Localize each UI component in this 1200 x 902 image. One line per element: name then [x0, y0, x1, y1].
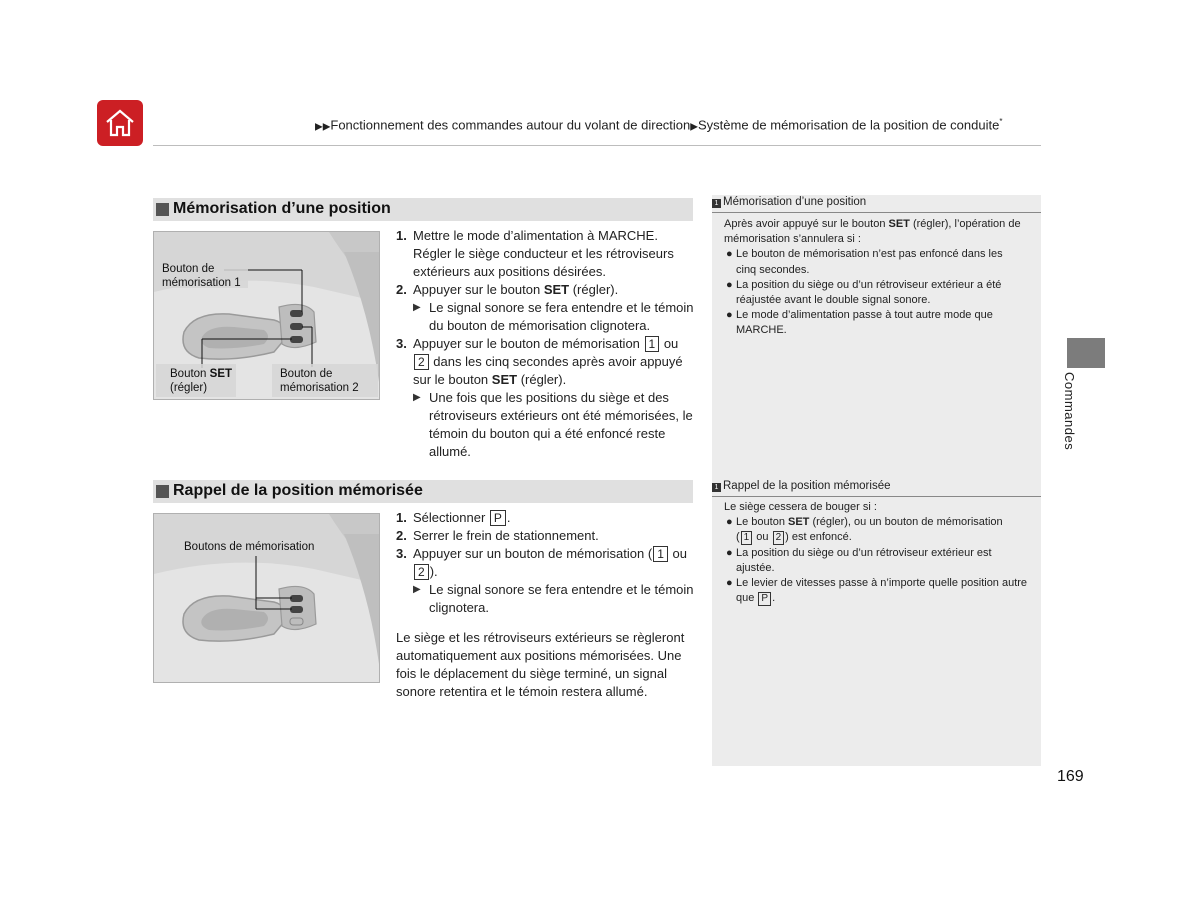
breadcrumb	[315, 117, 1002, 132]
section-title: Rappel de la position mémorisée	[173, 482, 423, 499]
heading-square-icon	[156, 203, 169, 216]
bullet-icon: ●	[726, 516, 733, 529]
key-p-icon: P	[758, 592, 771, 606]
note-bullet: ● La position du siège ou d’un rétroviseur extérieur a été réajustée avant le double signal sonore.	[726, 278, 1002, 307]
step-2: 2. Serrer le frein de stationnement.	[396, 528, 599, 543]
note-icon: 1	[712, 199, 721, 208]
key-1-icon: 1	[653, 546, 668, 562]
step-1: 1. Mettre le mode d’alimentation à MARCHE. Régler le siège conducteur et les rétroviseurs extérieurs aux positions désirées.	[396, 228, 674, 279]
key-2-icon: 2	[414, 354, 429, 370]
key-2-icon: 2	[414, 564, 429, 580]
callout-memory-button-2: Bouton de mémorisation 2	[280, 368, 359, 394]
note-body: Après avoir appuyé sur le bouton SET (régler), l’opération de mémorisation s’annulera si : ● Le bouton de mémorisation n’est pas enfoncé dans les cinq secondes. ● La position du siège ou d’un rétroviseur extérieur a été réajustée avant le double signal sonore. ● Le mode d’alimentation passe à tout autre mode que MARCHE.	[724, 217, 1034, 339]
note-bullet: ● Le levier de vitesses passe à n’importe quelle position autre que P .	[726, 577, 1028, 605]
bullet-icon: ●	[726, 248, 733, 261]
note-icon: 1	[712, 483, 721, 492]
bullet-icon: ●	[726, 546, 733, 559]
section-title: Mémorisation d’une position	[173, 200, 391, 217]
callout-memory-buttons: Boutons de mémorisation	[184, 541, 315, 553]
breadcrumb-item[interactable]: Système de mémorisation de la position de conduite	[697, 117, 1000, 133]
arrow-icon: ▶	[413, 302, 421, 313]
note-bullet: ● La position du siège ou d’un rétroviseur extérieur est ajustée.	[726, 546, 992, 574]
arrow-icon: ▶	[413, 392, 421, 403]
note-bullet: ● Le mode d’alimentation passe à tout autre mode que MARCHE.	[726, 309, 993, 337]
breadcrumb-item[interactable]: Fonctionnement des commandes autour du volant de direction	[330, 117, 691, 133]
section-heading	[153, 480, 693, 503]
chapter-tab-label[interactable]: Commandes	[1062, 372, 1077, 451]
breadcrumb-star: *	[999, 117, 1003, 126]
home-icon	[104, 107, 136, 139]
heading-square-icon	[156, 485, 169, 498]
step-3: 3. Appuyer sur le bouton de mémorisation 1 ou 2 dans les cinq secondes après avoir appuyé sur le bouton SET (régler). ▶ Une fois que les positions du siège et des rétroviseurs extérieurs ont été mémorisées, le témoin du bouton qui a été enfoncé reste allumé.	[396, 336, 693, 459]
note-heading: 1 Mémorisation d’une position	[712, 196, 1041, 213]
callout-memory-button-1: Bouton de mémorisation 1	[162, 263, 241, 289]
note-bullet: ● Le bouton de mémorisation n’est pas enfoncé dans les cinq secondes.	[726, 248, 1003, 276]
step-2: 2. Appuyer sur le bouton SET (régler). ▶ Le signal sonore se fera entendre et le témoin du bouton de mémorisation clignotera.	[396, 282, 694, 333]
recall-paragraph: Le siège et les rétroviseurs extérieurs se règleront automatiquement aux positions mémorisées. Une fois le déplacement du siège terminé, un signal sonore retentira et le témoin restera allumé.	[396, 630, 685, 699]
callout-set-button: Bouton SET (régler)	[170, 368, 233, 394]
header-divider	[153, 145, 1041, 146]
page-number: 169	[1057, 768, 1084, 785]
key-2-icon: 2	[773, 531, 785, 545]
key-1-icon: 1	[741, 531, 753, 545]
key-p-icon: P	[490, 510, 506, 526]
section-heading	[153, 198, 693, 221]
step-3: 3. Appuyer sur un bouton de mémorisation ( 1 ou 2 ). ▶ Le signal sonore se fera entendre et le témoin clignotera.	[396, 546, 694, 615]
bullet-icon: ●	[726, 278, 733, 291]
chevron-icon: ▶	[690, 121, 698, 133]
step-1: 1. Sélectionner P .	[396, 510, 511, 525]
key-1-icon: 1	[645, 336, 660, 352]
memorize-steps	[396, 227, 696, 461]
door-panel-illustration-recall	[153, 513, 380, 683]
note-heading: 1 Rappel de la position mémorisée	[712, 480, 1041, 497]
recall-steps	[396, 509, 696, 617]
home-button[interactable]	[97, 100, 143, 146]
arrow-icon: ▶	[413, 584, 421, 595]
bullet-icon: ●	[726, 577, 733, 590]
door-panel-illustration	[153, 231, 380, 400]
bullet-icon: ●	[726, 309, 733, 322]
chapter-tab[interactable]	[1067, 338, 1105, 368]
note-bullet: ● Le bouton SET (régler), ou un bouton de mémorisation ( 1 ou 2 ) est enfoncé.	[726, 516, 1003, 544]
note-body: Le siège cessera de bouger si : ● Le bouton SET (régler), ou un bouton de mémorisation ( 1 ou 2 ) est enfoncé. ● La position du siège ou d’un rétroviseur extérieur est ajustée. ● Le levier de vitesses passe à n’importe quelle position autre que P .	[724, 500, 1034, 606]
chevron-icon: ▶▶	[315, 121, 331, 133]
